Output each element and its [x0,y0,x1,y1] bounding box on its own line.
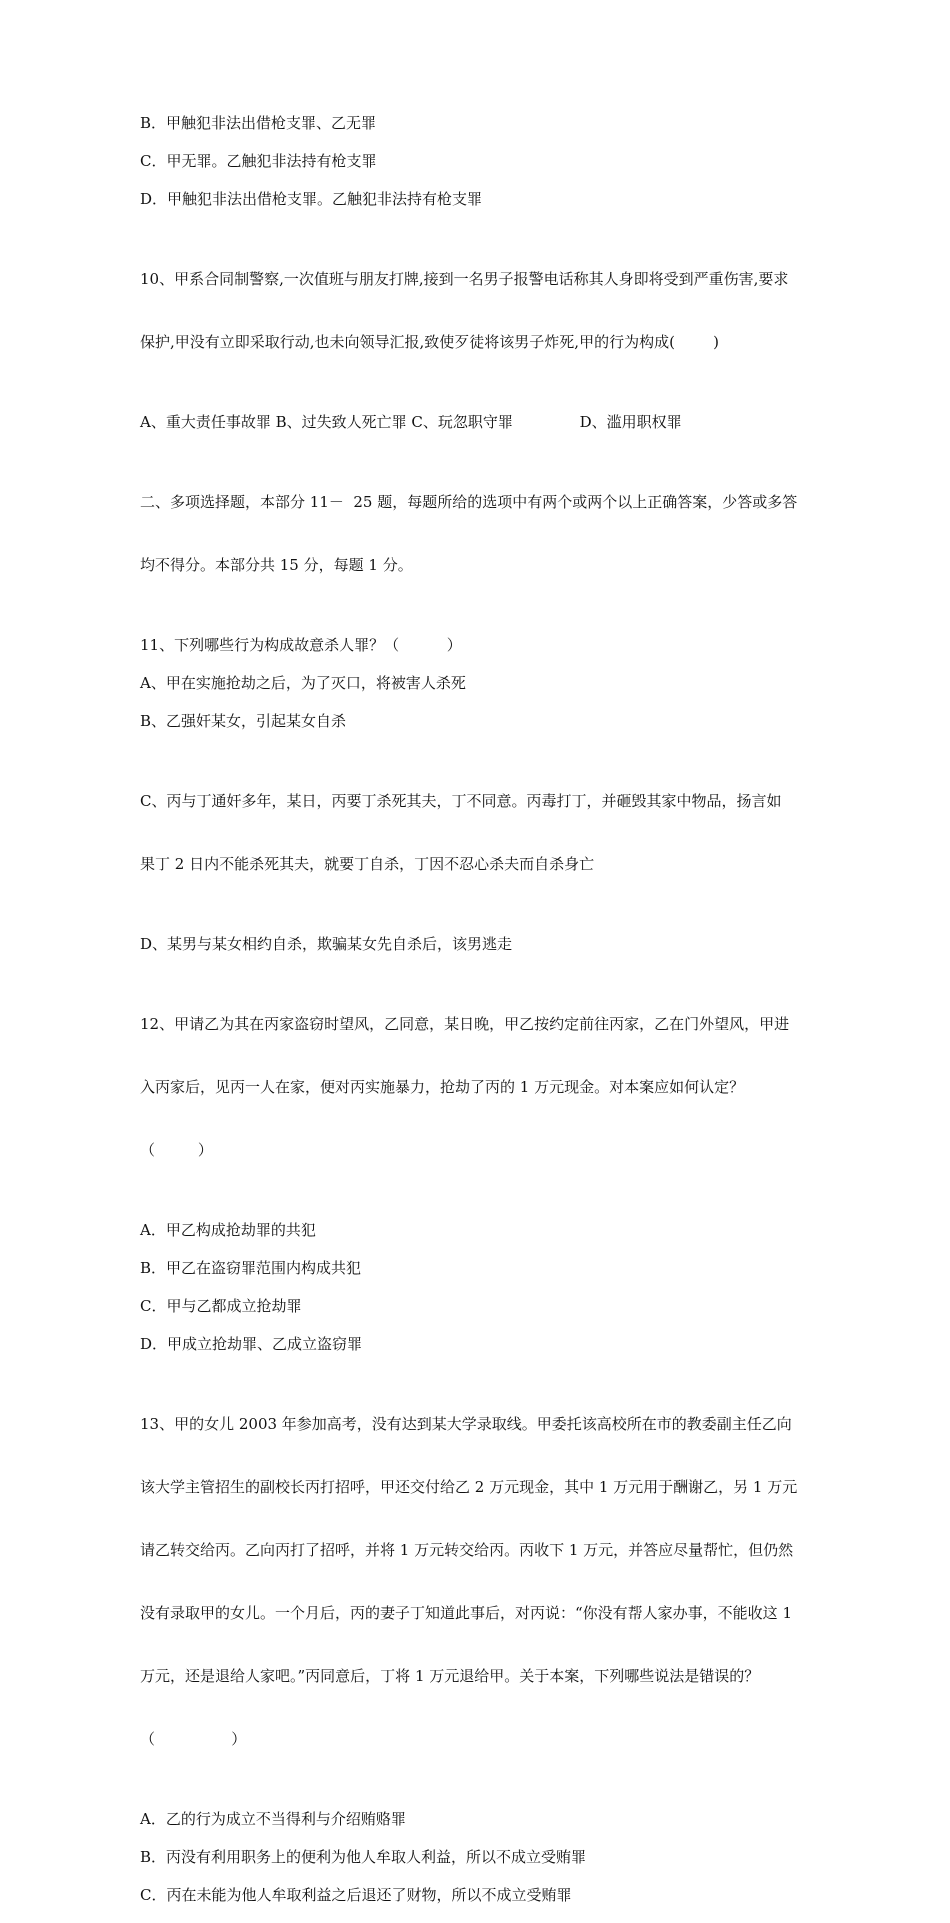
q12-stem-line: （ ） [140,1141,213,1159]
q12-option-b: B．甲乙在盗窃罪范围内构成共犯 [140,1259,362,1277]
q11-option-d: D、某男与某女相约自杀，欺骗某女先自杀后，该男逃走 [140,935,513,953]
q12-stem-line: 入丙家后，见丙一人在家，便对丙实施暴力，抢劫了丙的 1 万元现金。对本案应如何认定？ [140,1078,745,1096]
q10-stem-line: 保护,甲没有立即采取行动,也未向领导汇报,致使歹徒将该男子炸死,甲的行为构成( ) [140,333,719,351]
q12-option-d: D．甲成立抢劫罪、乙成立盗窃罪 [140,1335,363,1353]
q11-option-c [140,749,812,917]
q13-stem-line: 该大学主管招生的副校长丙打招呼，甲还交付给乙 2 万元现金，其中 1 万元用于酬谢乙，另 1 万元 [140,1478,798,1496]
q12-option-a: A．甲乙构成抢劫罪的共犯 [140,1221,316,1239]
q11-option-c-line: C、丙与丁通奸多年，某日，丙要丁杀死其夫，丁不同意。丙毒打丁，并砸毁其家中物品，扬言如 [140,792,782,810]
q9-option-c: C．甲无罪。乙触犯非法持有枪支罪 [140,152,377,170]
q10-stem [140,227,812,395]
q12-stem [140,972,812,1203]
q13-stem-line: （ ） [140,1730,247,1748]
q10-stem-line: 10、甲系合同制警察,一次值班与朋友打牌,接到一名男子报警电话称其人身即将受到严重伤害,要求 [140,270,789,288]
q10-options: A、重大责任事故罪 B、过失致人死亡罪 C、玩忽职守罪 D、滥用职权罪 [140,413,682,431]
section2-heading-line: 二、多项选择题，本部分 11－ 25 题，每题所给的选项中有两个或两个以上正确答案，少答或多答 [140,493,798,511]
q13-stem [140,1372,812,1792]
q12-option-c: C．甲与乙都成立抢劫罪 [140,1297,302,1315]
q9-option-d: D．甲触犯非法出借枪支罪。乙触犯非法持有枪支罪 [140,190,483,208]
q9-option-b: B．甲触犯非法出借枪支罪、乙无罪 [140,114,377,132]
q13-stem-line: 万元，还是退给人家吧。”丙同意后，丁将 1 万元退给甲。关于本案，下列哪些说法是错误的？ [140,1667,760,1685]
q12-stem-line: 12、甲请乙为其在丙家盗窃时望风，乙同意，某日晚，甲乙按约定前往丙家，乙在门外望风，甲进 [140,1015,790,1033]
q11-option-c-line: 果丁 2 日内不能杀死其夫，就要丁自杀，丁因不忍心杀夫而自杀身亡 [140,855,595,873]
q13-stem-line: 请乙转交给丙。乙向丙打了招呼，并将 1 万元转交给丙。丙收下 1 万元，并答应尽量帮忙，但仍然 [140,1541,794,1559]
document-page [140,113,812,1923]
q11-option-a: A、甲在实施抢劫之后，为了灭口，将被害人杀死 [140,674,466,692]
q13-stem-line: 没有录取甲的女儿。一个月后，丙的妻子丁知道此事后，对丙说：“你没有帮人家办事，不能收这 1 [140,1604,792,1622]
q13-stem-line: 13、甲的女儿 2003 年参加高考，没有达到某大学录取线。甲委托该高校所在市的教委副主任乙向 [140,1415,792,1433]
q13-option-b: B．丙没有利用职务上的便利为他人牟取人利益，所以不成立受贿罪 [140,1848,587,1866]
section2-heading-line: 均不得分。本部分共 15 分，每题 1 分。 [140,556,413,574]
q11-option-b: B、乙强奸某女，引起某女自杀 [140,712,347,730]
section2-heading [140,450,812,618]
q11-stem: 11、下列哪些行为构成故意杀人罪？（ ） [140,636,462,654]
q13-option-a: A．乙的行为成立不当得利与介绍贿赂罪 [140,1810,406,1828]
q13-option-c: C．丙在未能为他人牟取利益之后退还了财物，所以不成立受贿罪 [140,1886,572,1904]
